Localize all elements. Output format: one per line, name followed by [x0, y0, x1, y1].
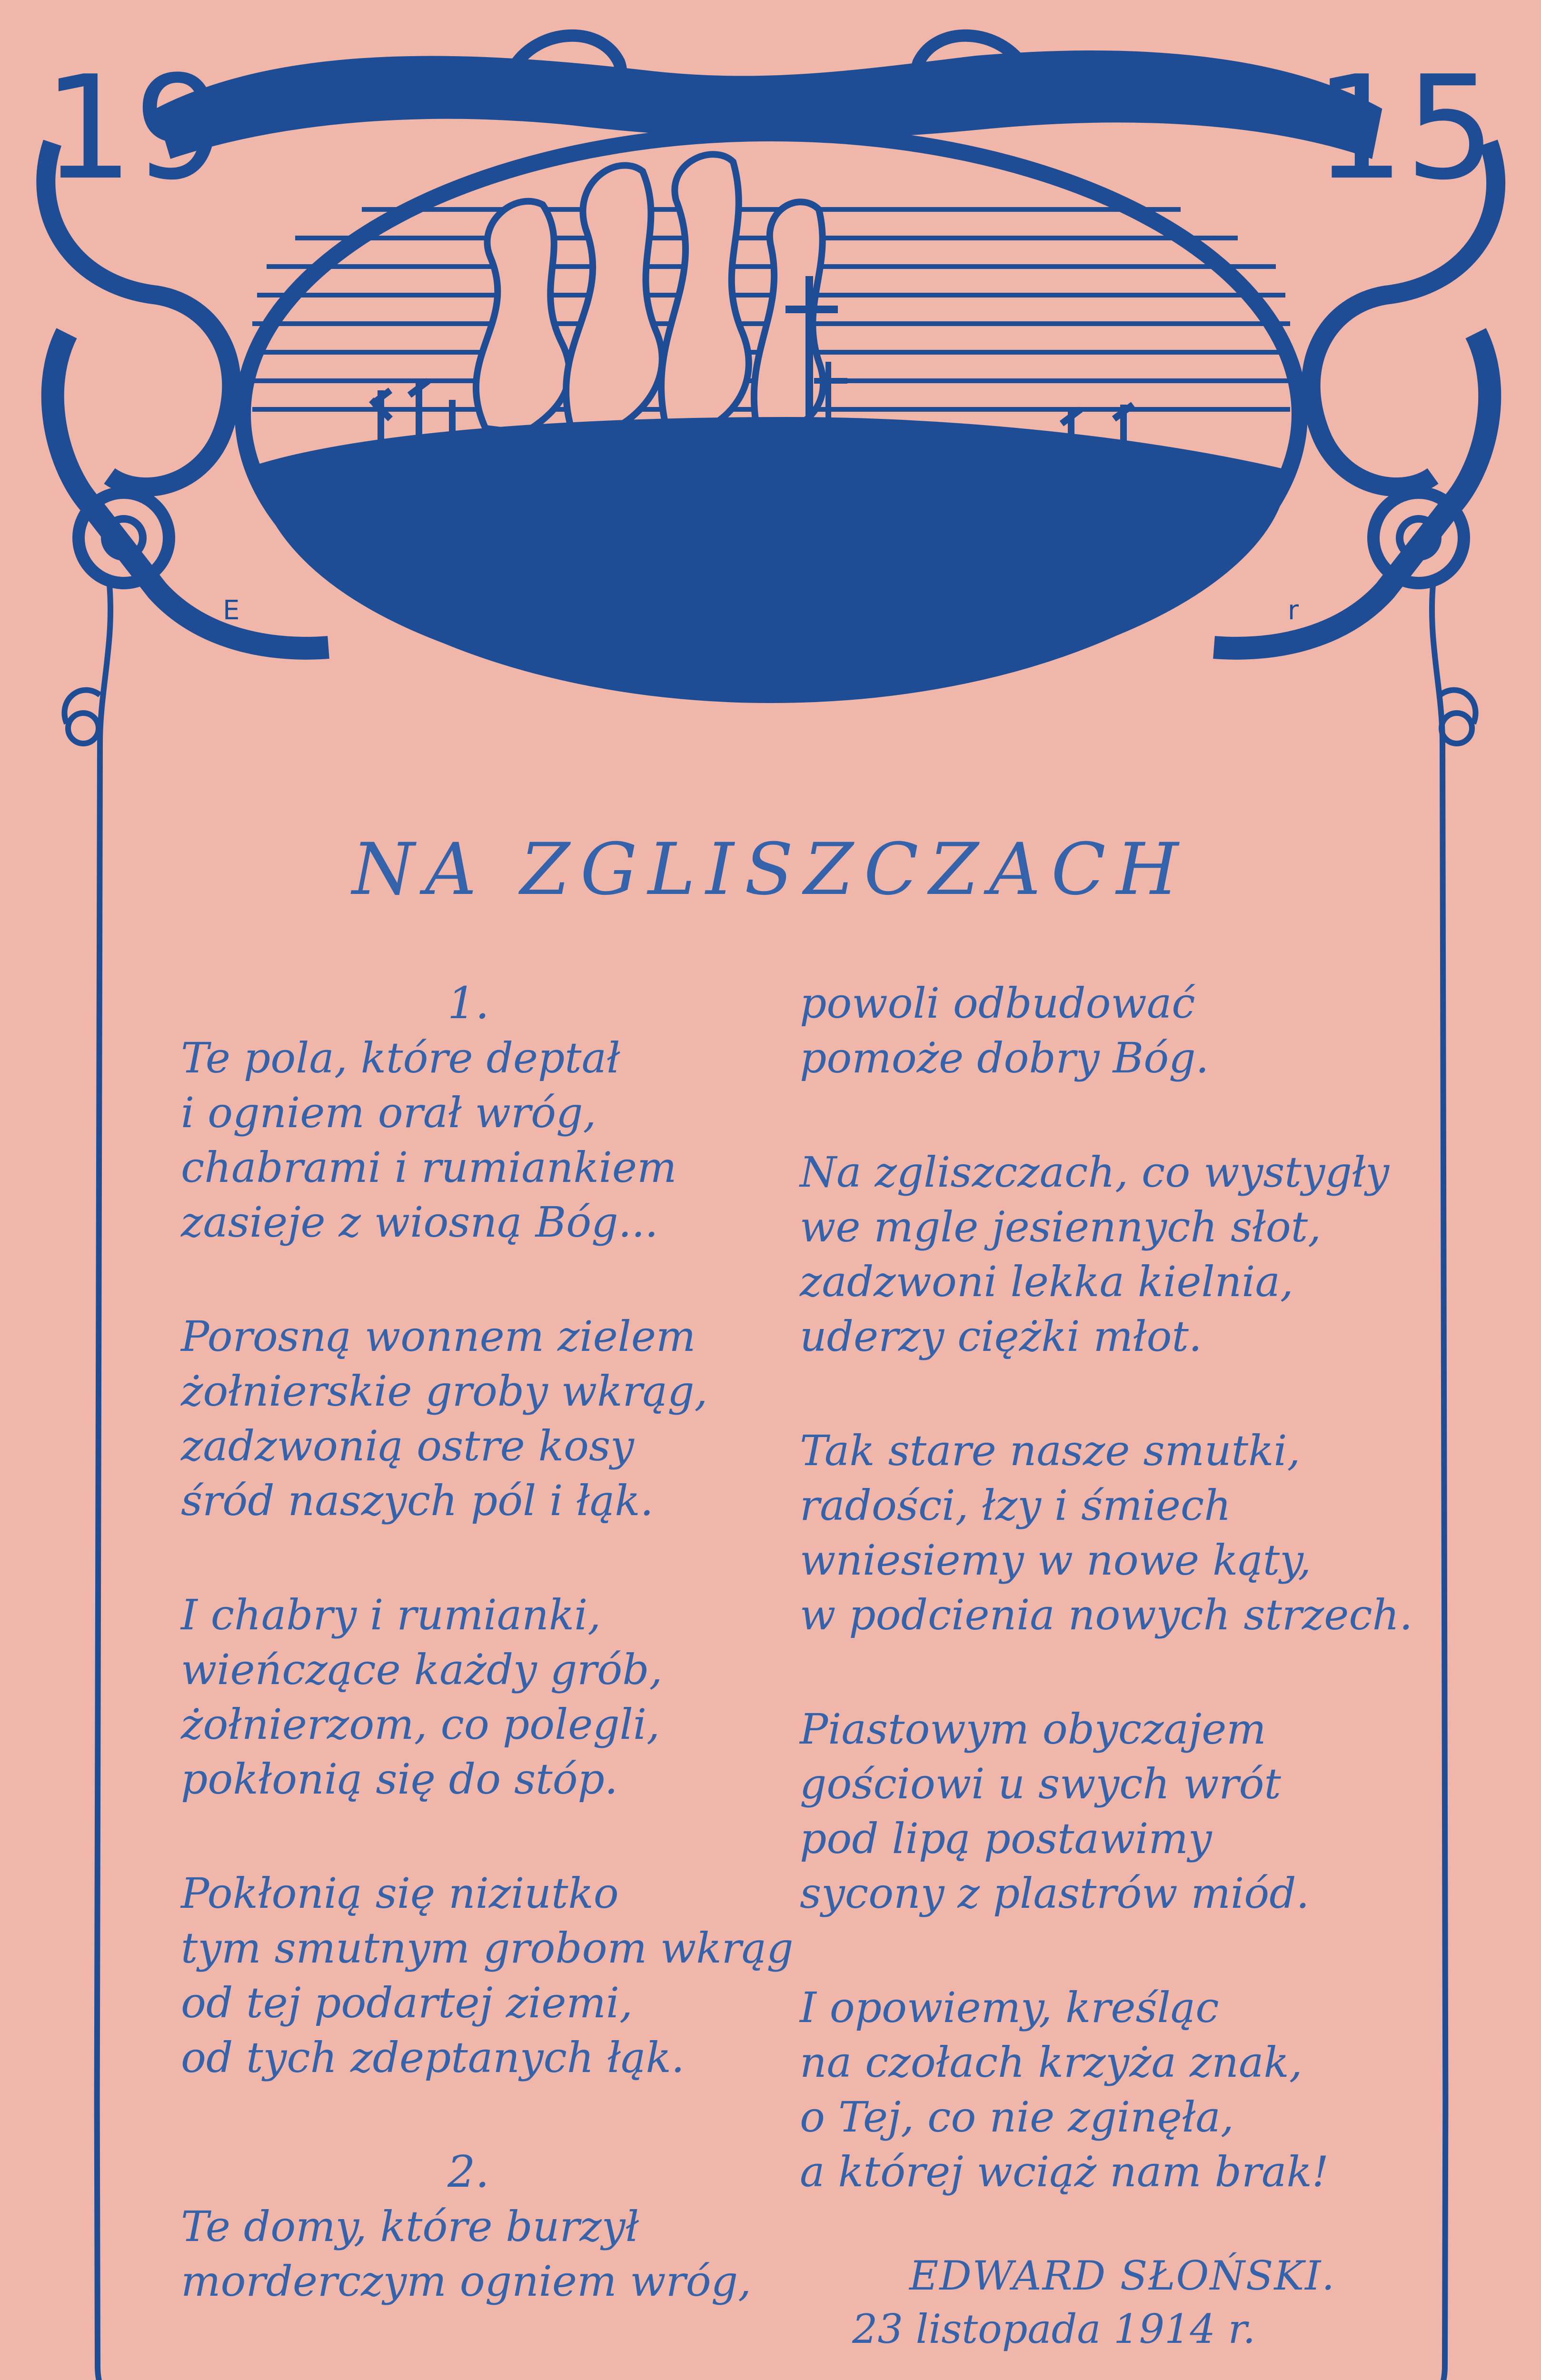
stanza [800, 1980, 1419, 2199]
poem-line: żołnierskie groby wkrąg, [181, 1367, 708, 1416]
poem-line: Pokłonią się niziutko [181, 1869, 619, 1918]
stanza [181, 1587, 800, 1806]
stanza [800, 1702, 1419, 1921]
poem-line: radości, łzy i śmiech [800, 1481, 1231, 1530]
part-number-1: 1. [447, 978, 489, 1029]
stanza [181, 1866, 800, 2085]
stanza [181, 1031, 800, 1250]
poem-line: na czołach krzyża znak, [800, 2038, 1302, 2087]
poem-line: we mgle jesiennych słot, [800, 1202, 1322, 1251]
stanza [181, 2199, 800, 2309]
poem-line: tym smutnym grobom wkrąg [181, 1924, 794, 1973]
poem-line: chabrami i rumiankiem [181, 1143, 677, 1192]
year-left-digits: 19 [43, 45, 225, 211]
poem-line: wieńczące każdy grób, [181, 1645, 663, 1694]
poem-line: morderczym ogniem wróg, [181, 2257, 752, 2306]
poem-line: wniesiemy w nowe kąty, [800, 1536, 1312, 1585]
poem-line: sycony z plastrów miód. [800, 1869, 1310, 1918]
poem-line: Piastowym obyczajem [800, 1705, 1266, 1754]
signature-block [800, 2249, 1419, 2356]
stanza [181, 1309, 800, 1528]
poem-line: o Tej, co nie zginęła, [800, 2092, 1234, 2142]
poem-left-column [181, 976, 800, 2368]
poem-line: Porosną wonnem zielem [181, 1312, 696, 1361]
poem-line: pomoże dobry Bóg. [800, 1033, 1209, 1082]
poem-line: Te pola, które deptał [181, 1033, 620, 1082]
poem-line: od tych zdeptanych łąk. [181, 2033, 685, 2082]
poem-line: gościowi u swych wrót [800, 1759, 1281, 1808]
stanza [800, 976, 1419, 1085]
poem-line: zadzwonią ostre kosy [181, 1421, 634, 1470]
poem-line: a której wciąż nam brak! [800, 2147, 1329, 2196]
poem-line: od tej podartej ziemi, [181, 1978, 633, 2027]
poem-line: pokłonią się do stóp. [181, 1755, 618, 1804]
poem-line: i ogniem orał wróg, [181, 1088, 597, 1137]
poem-line: I opowiemy, kreśląc [800, 1983, 1219, 2032]
artist-monogram-left: E [223, 595, 240, 626]
poem-line: zasieje z wiosną Bóg... [181, 1198, 658, 1247]
artist-monogram-right: r [1288, 595, 1299, 626]
author-signature: EDWARD SŁOŃSKI. [909, 2252, 1336, 2299]
stanza [800, 1423, 1419, 1642]
poem-line: Na zgliszczach, co wystygły [800, 1148, 1390, 1197]
poem-date: 23 listopada 1914 r. [852, 2306, 1256, 2352]
poem-line: w podcienia nowych strzech. [800, 1590, 1413, 1639]
poem-right-column [800, 976, 1419, 2356]
poem-line: I chabry i rumianki, [181, 1590, 601, 1639]
poem-title: NA ZGLISZCZACH [352, 828, 1189, 911]
poem-line: zadzwoni lekka kielnia, [800, 1257, 1293, 1306]
stanza [800, 1145, 1419, 1364]
poem-line: żołnierzom, co polegli, [181, 1700, 660, 1749]
poem-line: pod lipą postawimy [800, 1814, 1212, 1863]
poem-line: Te domy, które burzył [181, 2202, 639, 2251]
poem-line: uderzy ciężki młot. [800, 1312, 1202, 1361]
poem-line: powoli odbudować [800, 979, 1195, 1028]
part-number-2: 2. [447, 2146, 489, 2197]
poem-line: Tak stare nasze smutki, [800, 1426, 1301, 1475]
poem-line: śród naszych pól i łąk. [181, 1476, 654, 1525]
year-right-digits: 15 [1314, 45, 1496, 211]
